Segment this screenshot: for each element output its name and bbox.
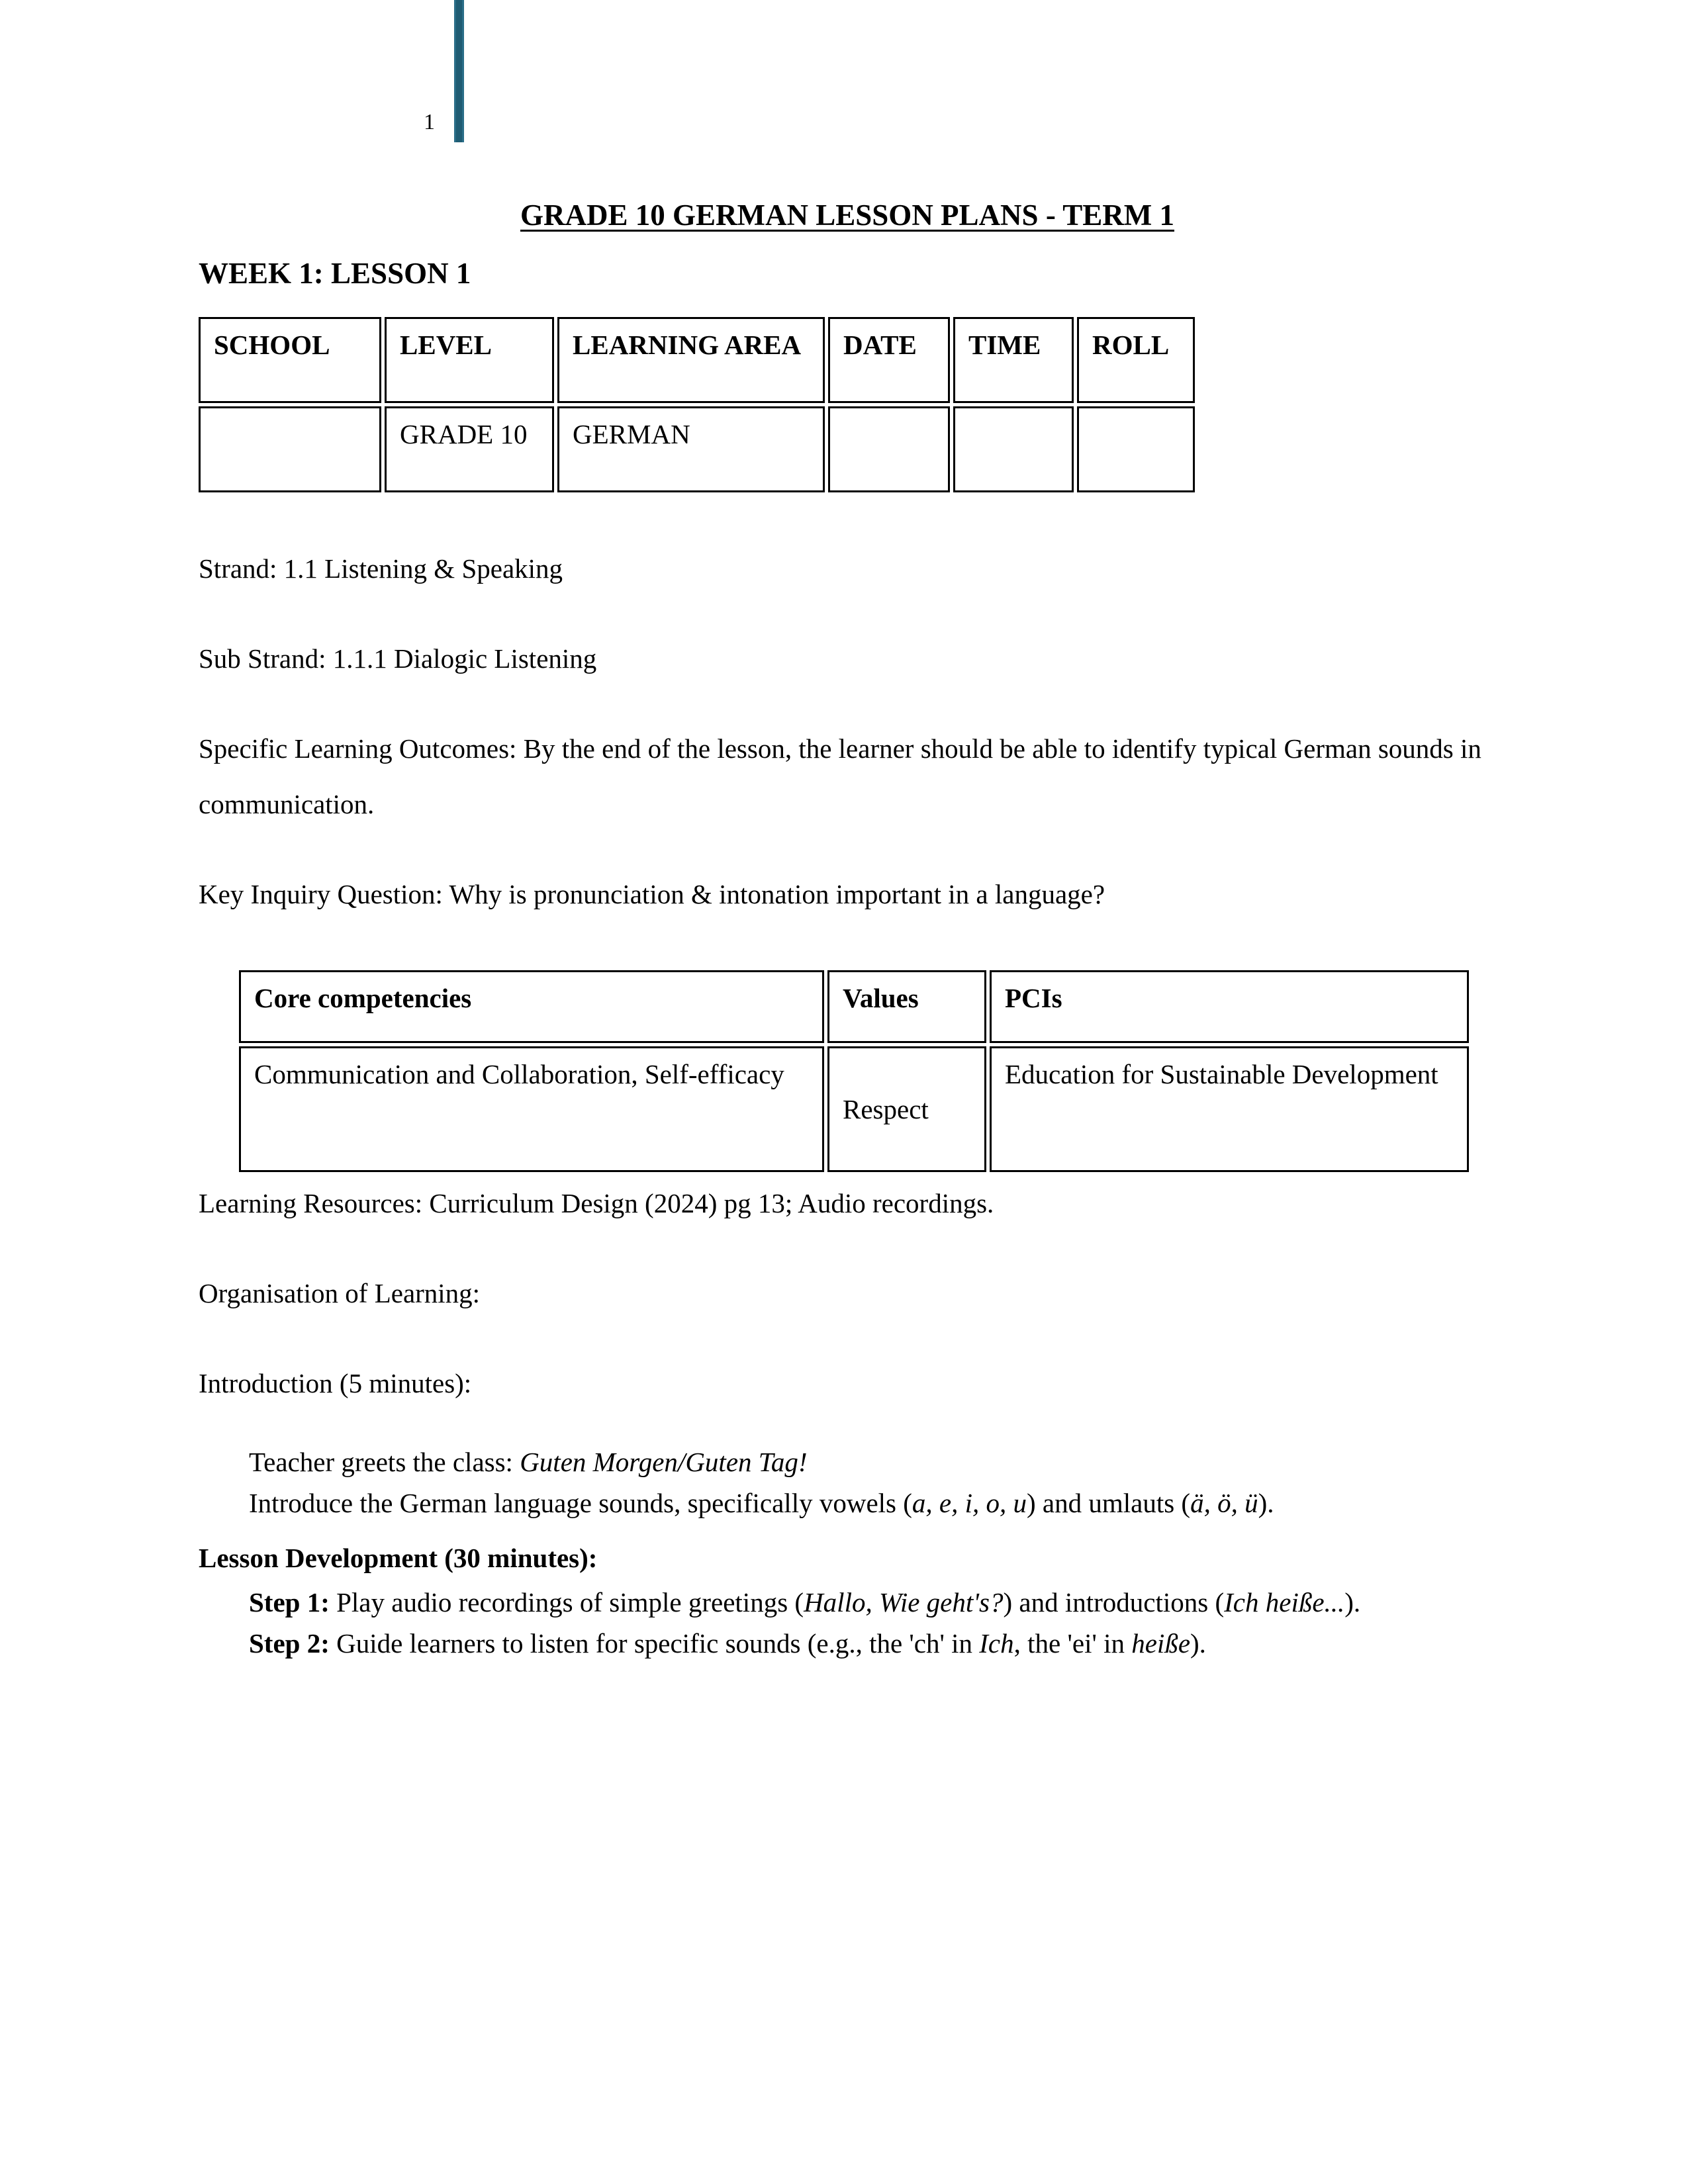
text-run: Ich [979, 1628, 1014, 1659]
strand-line: Strand: 1.1 Listening & Speaking [199, 553, 563, 584]
competency-table [236, 967, 1472, 1175]
text-run: ). [1258, 1488, 1274, 1518]
td-learning-area: GERMAN [557, 406, 825, 492]
th-core-competencies: Core competencies [239, 970, 824, 1043]
text-run: ) and introductions ( [1003, 1587, 1225, 1617]
text-run: a, e, i, o, u [912, 1488, 1027, 1518]
list-item [249, 1482, 1496, 1524]
introduction-items [249, 1441, 1496, 1524]
th-level: LEVEL [385, 317, 554, 403]
spacer [199, 496, 1496, 541]
lesson-info-table-wrapper [195, 314, 1496, 496]
text-run: ). [1344, 1587, 1361, 1617]
td-school [199, 406, 381, 492]
text-run: Step 1: [249, 1587, 330, 1617]
th-values: Values [827, 970, 986, 1043]
list-item [249, 1441, 1496, 1482]
week-lesson-heading: WEEK 1: LESSON 1 [199, 257, 471, 290]
td-roll [1077, 406, 1195, 492]
learning-resources-line: Learning Resources: Curriculum Design (2024) pg 13; Audio recordings. [199, 1188, 994, 1218]
text-run: Guide learners to listen for specific sounds (e.g., the 'ch' in [329, 1628, 980, 1659]
spacer [199, 922, 1496, 967]
table-row-header [199, 317, 1195, 403]
key-inquiry-question: Key Inquiry Question: Why is pronunciation & intonation important in a language? [199, 879, 1105, 909]
document-content [199, 0, 1496, 1664]
text-run: Play audio recordings of simple greetings ( [329, 1587, 804, 1617]
text-run: Introduce the German language sounds, specifically vowels ( [249, 1488, 912, 1518]
text-run: Guten Morgen/Guten Tag! [520, 1447, 808, 1477]
specific-learning-outcomes: Specific Learning Outcomes: By the end of the lesson, the learner should be able to identify typical German sounds in communication. [199, 733, 1481, 819]
introduction-heading: Introduction (5 minutes): [199, 1368, 472, 1398]
th-date: DATE [828, 317, 950, 403]
spacer [199, 1411, 1496, 1441]
text-run: Ich heiße... [1224, 1587, 1345, 1617]
text-run: ) and umlauts ( [1027, 1488, 1191, 1518]
td-time [953, 406, 1074, 492]
organisation-of-learning-line: Organisation of Learning: [199, 1278, 481, 1308]
lesson-development-items [249, 1582, 1496, 1664]
td-level: GRADE 10 [385, 406, 554, 492]
th-learning-area: LEARNING AREA [557, 317, 825, 403]
sub-strand-line: Sub Strand: 1.1.1 Dialogic Listening [199, 643, 597, 674]
lesson-development-heading-text: Lesson Development (30 minutes): [199, 1543, 598, 1573]
table-row [239, 1046, 1469, 1172]
td-core-competencies: Communication and Collaboration, Self-efficacy [239, 1046, 824, 1172]
th-roll: ROLL [1077, 317, 1195, 403]
lesson-development-heading [199, 1534, 1496, 1582]
text-run: ). [1190, 1628, 1206, 1659]
text-run: Step 2: [249, 1628, 330, 1659]
text-run: , the 'ei' in [1013, 1628, 1132, 1659]
list-item [249, 1582, 1496, 1623]
text-run: heiße [1131, 1628, 1191, 1659]
lesson-info-table [195, 314, 1198, 496]
competency-table-wrapper [236, 967, 1496, 1175]
th-time: TIME [953, 317, 1074, 403]
th-pcis: PCIs [990, 970, 1469, 1043]
td-date [828, 406, 950, 492]
page-title-text: GRADE 10 GERMAN LESSON PLANS - TERM 1 [520, 199, 1175, 232]
page-number: 1 [424, 110, 435, 134]
th-school: SCHOOL [199, 317, 381, 403]
page-title [199, 197, 1496, 233]
text-run: Hallo, Wie geht's? [804, 1587, 1004, 1617]
table-row-header [239, 970, 1469, 1043]
td-values: Respect [827, 1046, 986, 1172]
list-item [249, 1623, 1496, 1664]
text-run: ä, ö, ü [1190, 1488, 1258, 1518]
td-pcis: Education for Sustainable Development [990, 1046, 1469, 1172]
text-run: Teacher greets the class: [249, 1447, 520, 1477]
table-row [199, 406, 1195, 492]
